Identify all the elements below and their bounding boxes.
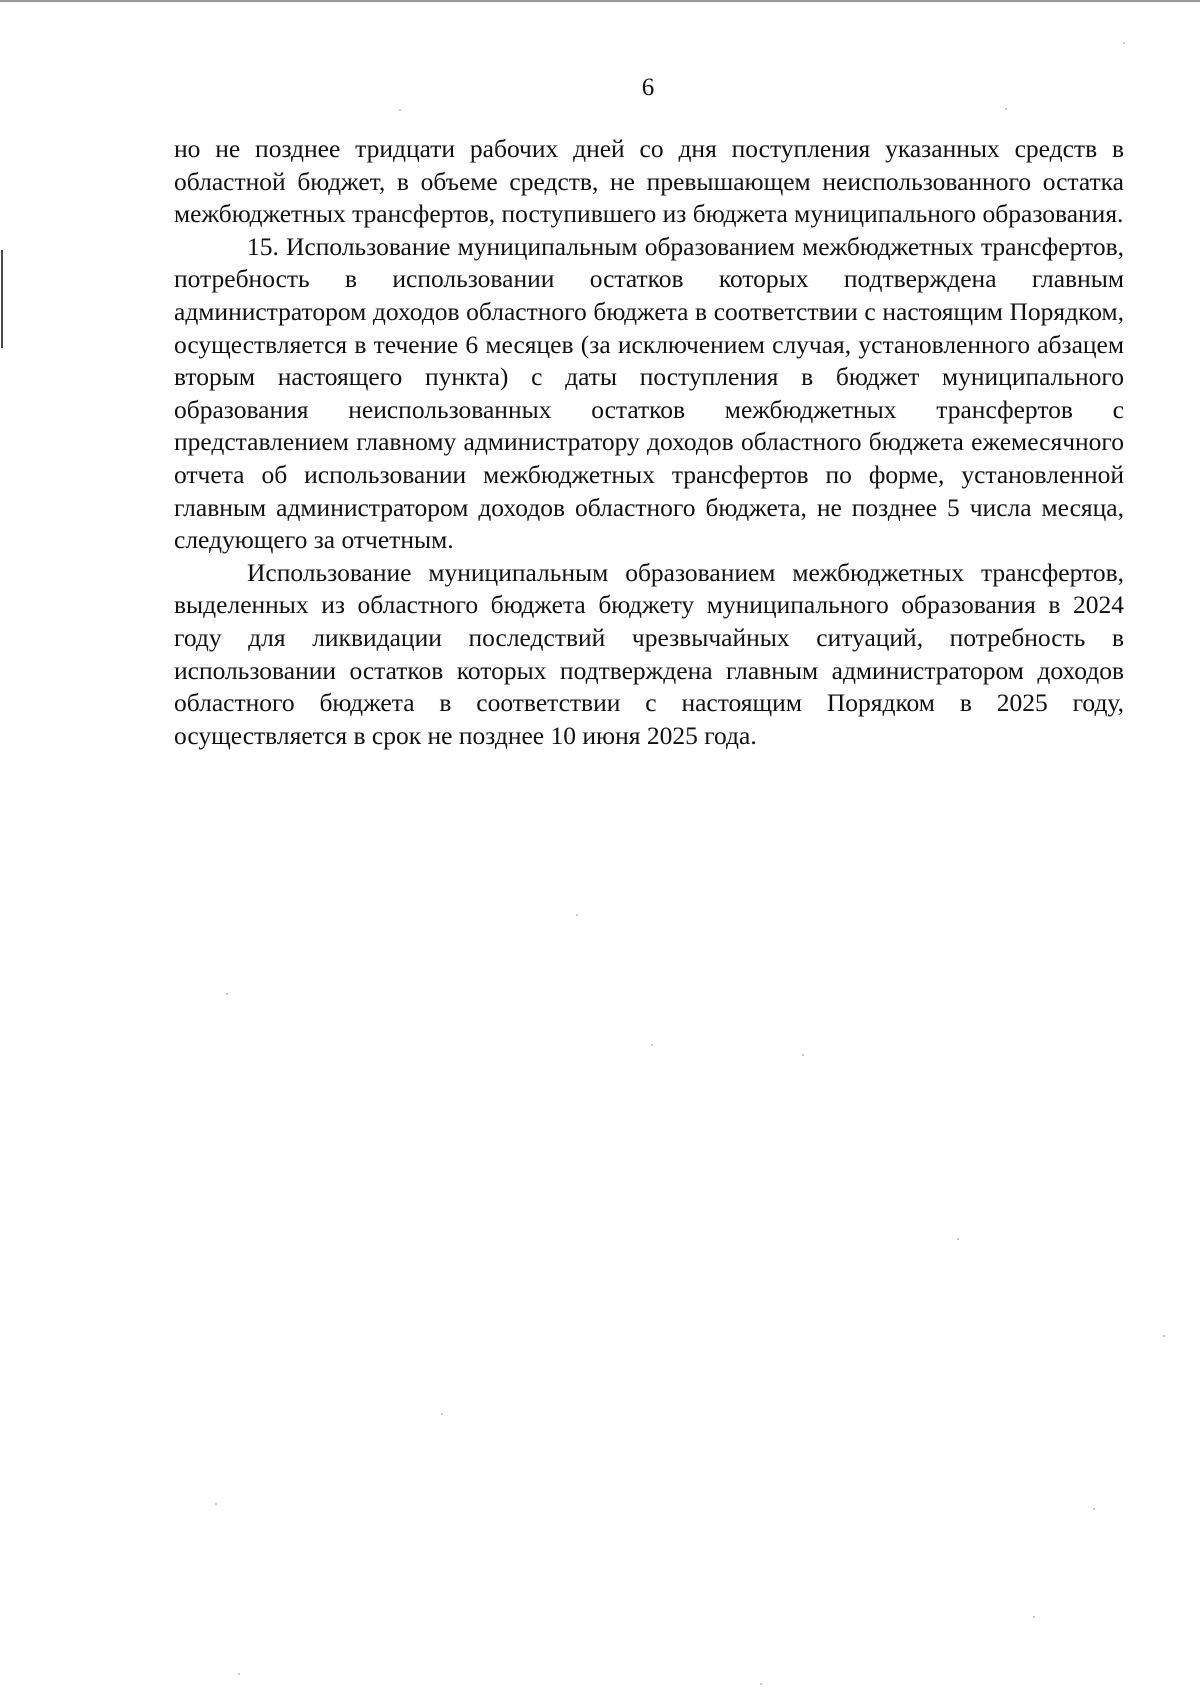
page-number: 6 [641,74,655,101]
scan-speck [651,1044,653,1046]
scan-speck [1005,108,1007,110]
paragraph-second-subparagraph: Использование муниципальным образованием межбюджетных трансфертов, выделенных из областного бюджета бюджету муниципального образования в 2024 году для ликвидации последствий чрезвычайных ситуаций, потребность в использовании остатков которых подтверждена главным администратором доходов областного бюджета в соответствии с настоящим Порядком в 2025 году, осуществляется в срок не позднее 10 июня 2025 года. [174,557,1124,750]
scan-top-edge [0,0,1200,2]
scan-speck [399,109,401,111]
scan-speck [215,1503,217,1505]
scan-left-edge-mark [1,250,3,348]
scan-speck [1093,1508,1095,1510]
scan-speck [1033,1616,1035,1618]
paragraph-item-15: 15. Использование муниципальным образованием межбюджетных трансфертов, потребность в использовании остатков которых подтверждена главным администратором доходов областного бюджета в соответствии с настоящим Порядком, осуществляется в течение 6 месяцев (за исключением случая, установленного абзацем вторым настоящего пункта) с даты поступления в бюджет муниципального образования неиспользованных остатков межбюджетных трансфертов с представлением главному администратору доходов областного бюджета ежемесячного отчета об использовании межбюджетных трансфертов по форме, установленной главным администратором доходов областного бюджета, не позднее 5 числа месяца, следующего за отчетным. [174,231,1124,555]
scan-speck [802,1054,804,1056]
scan-speck [957,1238,959,1240]
scan-speck [760,1683,762,1685]
paragraph-continuation: но не позднее тридцати рабочих дней со дня поступления указанных средств в областной бюджет, в объеме средств, не превышающем неиспользованного остатка межбюджетных трансфертов, поступившего из бюджета муниципального образования. [174,134,1124,229]
document-body [174,133,1124,752]
scan-speck [238,1673,240,1675]
scan-speck [1123,42,1125,44]
scan-speck [1163,1335,1165,1337]
scan-speck [441,1413,443,1415]
scan-speck [226,993,228,995]
scan-speck [576,914,578,916]
